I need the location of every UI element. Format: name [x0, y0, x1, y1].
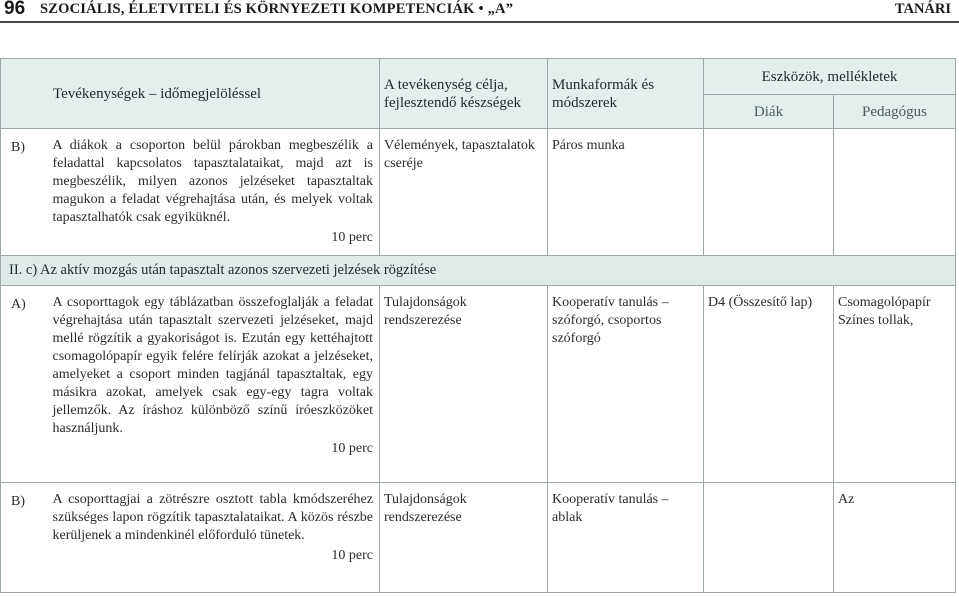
activity-text: A csoporttagjai a zötrészre osztott tabla kmódszeréhez szükséges lapon rögzítik tapasztalataikat. A közös részbe kerüljenek a mindenkinél előforduló tünetek.: [52, 492, 373, 543]
activity-description: [41, 286, 380, 483]
col-activities-header: [1, 59, 380, 129]
table-header-row: [1, 59, 956, 95]
table-row: [1, 129, 956, 256]
activity-goal: Tulajdonságok rendszerezése: [380, 286, 548, 483]
activity-method: Kooperatív tanulás – szóforgó, csoportos szóforgó: [548, 286, 704, 483]
header-rule: [0, 21, 959, 23]
col-methods-line1: Munkaformák és: [552, 76, 655, 93]
activity-goal: Vélemények, tapasztalatok cseréje: [380, 129, 548, 256]
activity-text: A diákok a csoporton belül párokban megbeszélik a feladattal kapcsolatos tapasztalataikat, majd azt is megbeszélik, milyen azonos jelzéseket tapasztaltak magukon a feladat végrehajtása után, és melyek voltak tapasztalhatók csak egyiküknél.: [52, 138, 373, 225]
chapter-title: SZOCIÁLIS, ÉLETVITELI ÉS KÖRNYEZETI KOMPETENCIÁK • „A”: [40, 1, 514, 17]
activity-description: [41, 483, 380, 593]
activity-description: [41, 129, 380, 256]
activity-table: [0, 58, 956, 593]
student-tools: D4 (Összesítő lap): [704, 286, 834, 483]
activity-text: A csoporttagok egy táblázatban összefoglalják a feladat végrehajtása után tapasztalt szervezeti jelzéseket, majd mellé rögzítik a gyakoriságot is. Ezután egy kettéhajtott csomagolópapír egyik felére felírják azokat a jelzéseket, amelyeket a csoport minden tagjánál tapasztaltak, egy másikra azokat, amelyek csak egy-egy tagra voltak jellemzők. Az íráshoz különböző színű íróeszközöket használjunk.: [52, 295, 373, 436]
section-title: II. c) Az aktív mozgás után tapasztalt azonos szervezeti jelzések rögzítése: [1, 256, 956, 286]
teacher-tools: Csomagolópapír Színes tollak,: [834, 286, 956, 483]
col-student-header: Diák: [704, 95, 834, 129]
col-tools-header: Eszközök, mellékletek: [704, 59, 956, 95]
activity-duration: 10 perc: [331, 230, 373, 245]
table-row: [1, 483, 956, 593]
running-header: [0, 0, 959, 22]
student-tools: [704, 483, 834, 593]
row-label: A): [1, 286, 41, 483]
row-label: B): [1, 483, 41, 593]
activity-method: Kooperatív tanulás – ablak: [548, 483, 704, 593]
table-row: [1, 286, 956, 483]
col-goal-line1: A tevékenység célja,: [384, 76, 508, 93]
activity-duration: 10 perc: [331, 548, 373, 563]
col-methods-line2: módszerek: [552, 94, 617, 111]
teacher-tools: [834, 129, 956, 256]
student-tools: [704, 129, 834, 256]
teacher-tools: Az: [834, 483, 956, 593]
col-goal-line2: fejlesztendő készségek: [384, 94, 522, 111]
activity-duration: 10 perc: [331, 441, 373, 456]
section-row: [1, 256, 956, 286]
col-teacher-header: Pedagógus: [834, 95, 956, 129]
page-number: 96: [4, 0, 26, 19]
activity-goal: Tulajdonságok rendszerezése: [380, 483, 548, 593]
col-activities-label: Tevékenységek – időmegjelöléssel: [53, 85, 262, 102]
row-label: B): [1, 129, 41, 256]
col-goal-header: [380, 59, 548, 129]
audience-label: TANÁRI: [894, 1, 951, 17]
activity-method: Páros munka: [548, 129, 704, 256]
col-methods-header: [548, 59, 704, 129]
